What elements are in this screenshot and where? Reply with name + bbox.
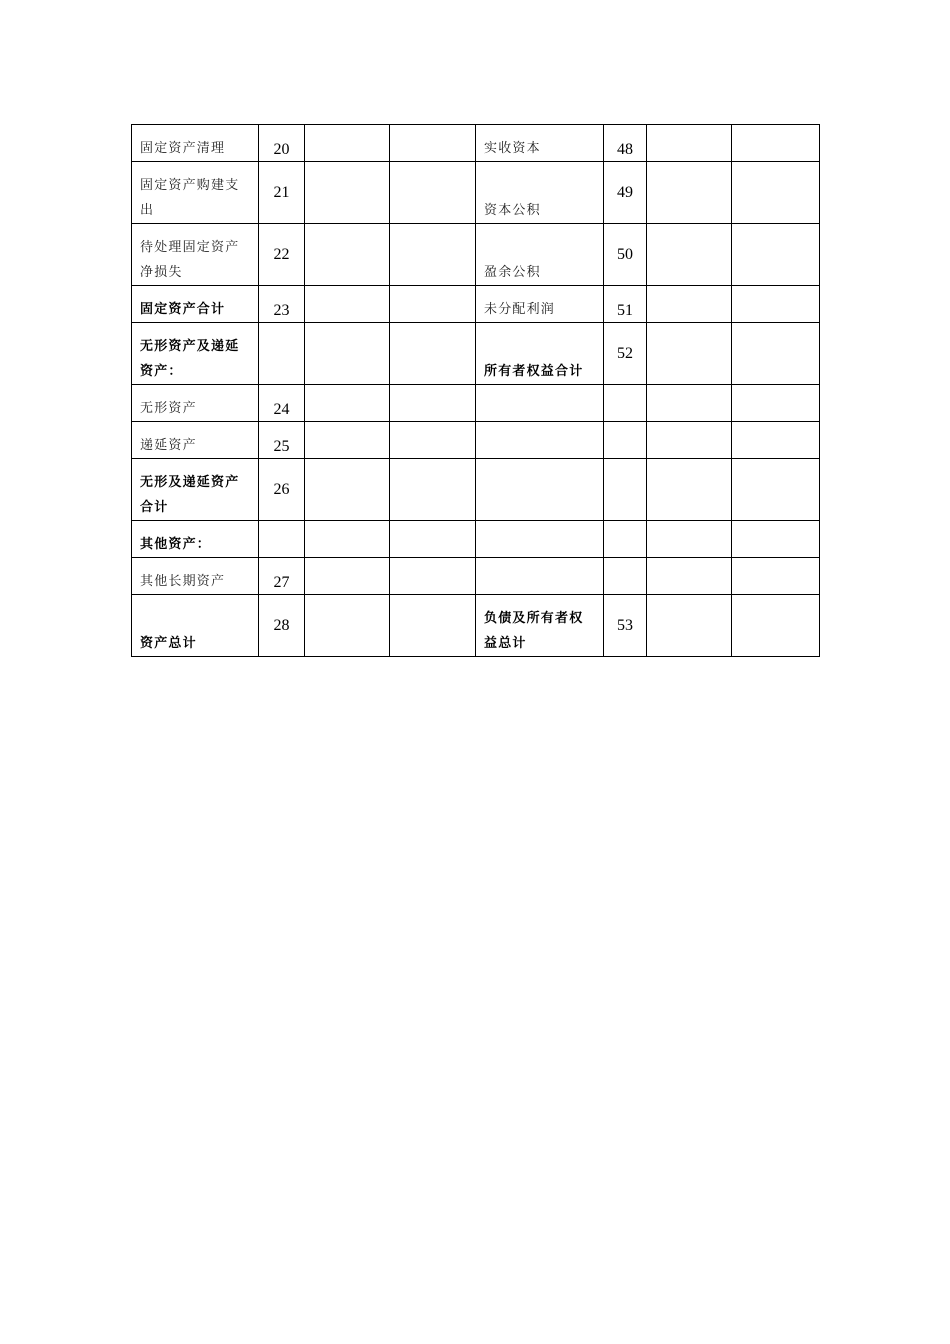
right-label-cell [476,422,604,459]
opening-balance-cell [305,125,390,162]
table-row [132,558,820,595]
table-row [132,385,820,422]
left-label-cell: 其他长期资产 [132,558,259,595]
right-line-number-cell [604,558,647,595]
opening-balance-cell [305,521,390,558]
opening-balance-cell [647,521,732,558]
left-label-cell: 待处理固定资产净损失 [132,224,259,286]
closing-balance-cell [732,323,820,385]
opening-balance-cell [647,162,732,224]
right-line-number-cell: 48 [604,125,647,162]
left-line-number-cell: 23 [259,286,305,323]
closing-balance-cell [732,385,820,422]
table-row [132,125,820,162]
left-line-number-cell: 20 [259,125,305,162]
closing-balance-cell [732,459,820,521]
opening-balance-cell [305,558,390,595]
left-label-cell: 固定资产合计 [132,286,259,323]
right-line-number-cell: 52 [604,323,647,385]
table-row [132,459,820,521]
closing-balance-cell [390,385,476,422]
left-line-number-cell: 27 [259,558,305,595]
right-label-cell: 实收资本 [476,125,604,162]
opening-balance-cell [305,162,390,224]
left-line-number-cell [259,323,305,385]
table-row [132,422,820,459]
left-label-cell: 资产总计 [132,595,259,657]
closing-balance-cell [390,162,476,224]
opening-balance-cell [647,323,732,385]
right-line-number-cell: 53 [604,595,647,657]
closing-balance-cell [732,558,820,595]
right-label-cell: 负债及所有者权益总计 [476,595,604,657]
opening-balance-cell [647,385,732,422]
left-line-number-cell: 26 [259,459,305,521]
table-row [132,162,820,224]
closing-balance-cell [390,521,476,558]
right-label-cell: 盈余公积 [476,224,604,286]
closing-balance-cell [732,521,820,558]
right-label-cell [476,385,604,422]
right-line-number-cell: 51 [604,286,647,323]
closing-balance-cell [732,422,820,459]
opening-balance-cell [647,459,732,521]
left-line-number-cell [259,521,305,558]
opening-balance-cell [647,224,732,286]
opening-balance-cell [647,125,732,162]
closing-balance-cell [732,125,820,162]
closing-balance-cell [390,125,476,162]
right-line-number-cell [604,385,647,422]
right-label-cell: 未分配利润 [476,286,604,323]
opening-balance-cell [305,459,390,521]
right-label-cell: 所有者权益合计 [476,323,604,385]
closing-balance-cell [732,224,820,286]
left-line-number-cell: 28 [259,595,305,657]
right-line-number-cell: 49 [604,162,647,224]
closing-balance-cell [390,422,476,459]
table-row [132,595,820,657]
balance-sheet-table [131,124,820,657]
opening-balance-cell [305,323,390,385]
left-label-cell: 无形资产及递延资产： [132,323,259,385]
left-line-number-cell: 22 [259,224,305,286]
table-row [132,323,820,385]
right-line-number-cell [604,521,647,558]
right-line-number-cell [604,459,647,521]
right-line-number-cell [604,422,647,459]
left-label-cell: 无形资产 [132,385,259,422]
closing-balance-cell [390,595,476,657]
closing-balance-cell [732,162,820,224]
left-label-cell: 无形及递延资产合计 [132,459,259,521]
right-label-cell [476,459,604,521]
opening-balance-cell [305,385,390,422]
left-label-cell: 递延资产 [132,422,259,459]
left-line-number-cell: 24 [259,385,305,422]
opening-balance-cell [305,224,390,286]
closing-balance-cell [390,286,476,323]
closing-balance-cell [390,323,476,385]
right-label-cell [476,521,604,558]
opening-balance-cell [647,558,732,595]
left-line-number-cell: 21 [259,162,305,224]
left-label-cell: 固定资产购建支出 [132,162,259,224]
left-label-cell: 其他资产： [132,521,259,558]
closing-balance-cell [390,459,476,521]
left-line-number-cell: 25 [259,422,305,459]
right-line-number-cell: 50 [604,224,647,286]
closing-balance-cell [390,224,476,286]
table-row [132,224,820,286]
opening-balance-cell [305,595,390,657]
table-row [132,286,820,323]
right-label-cell [476,558,604,595]
left-label-cell: 固定资产清理 [132,125,259,162]
closing-balance-cell [390,558,476,595]
opening-balance-cell [305,422,390,459]
opening-balance-cell [647,286,732,323]
table-row [132,521,820,558]
opening-balance-cell [647,422,732,459]
opening-balance-cell [647,595,732,657]
closing-balance-cell [732,595,820,657]
closing-balance-cell [732,286,820,323]
opening-balance-cell [305,286,390,323]
right-label-cell: 资本公积 [476,162,604,224]
